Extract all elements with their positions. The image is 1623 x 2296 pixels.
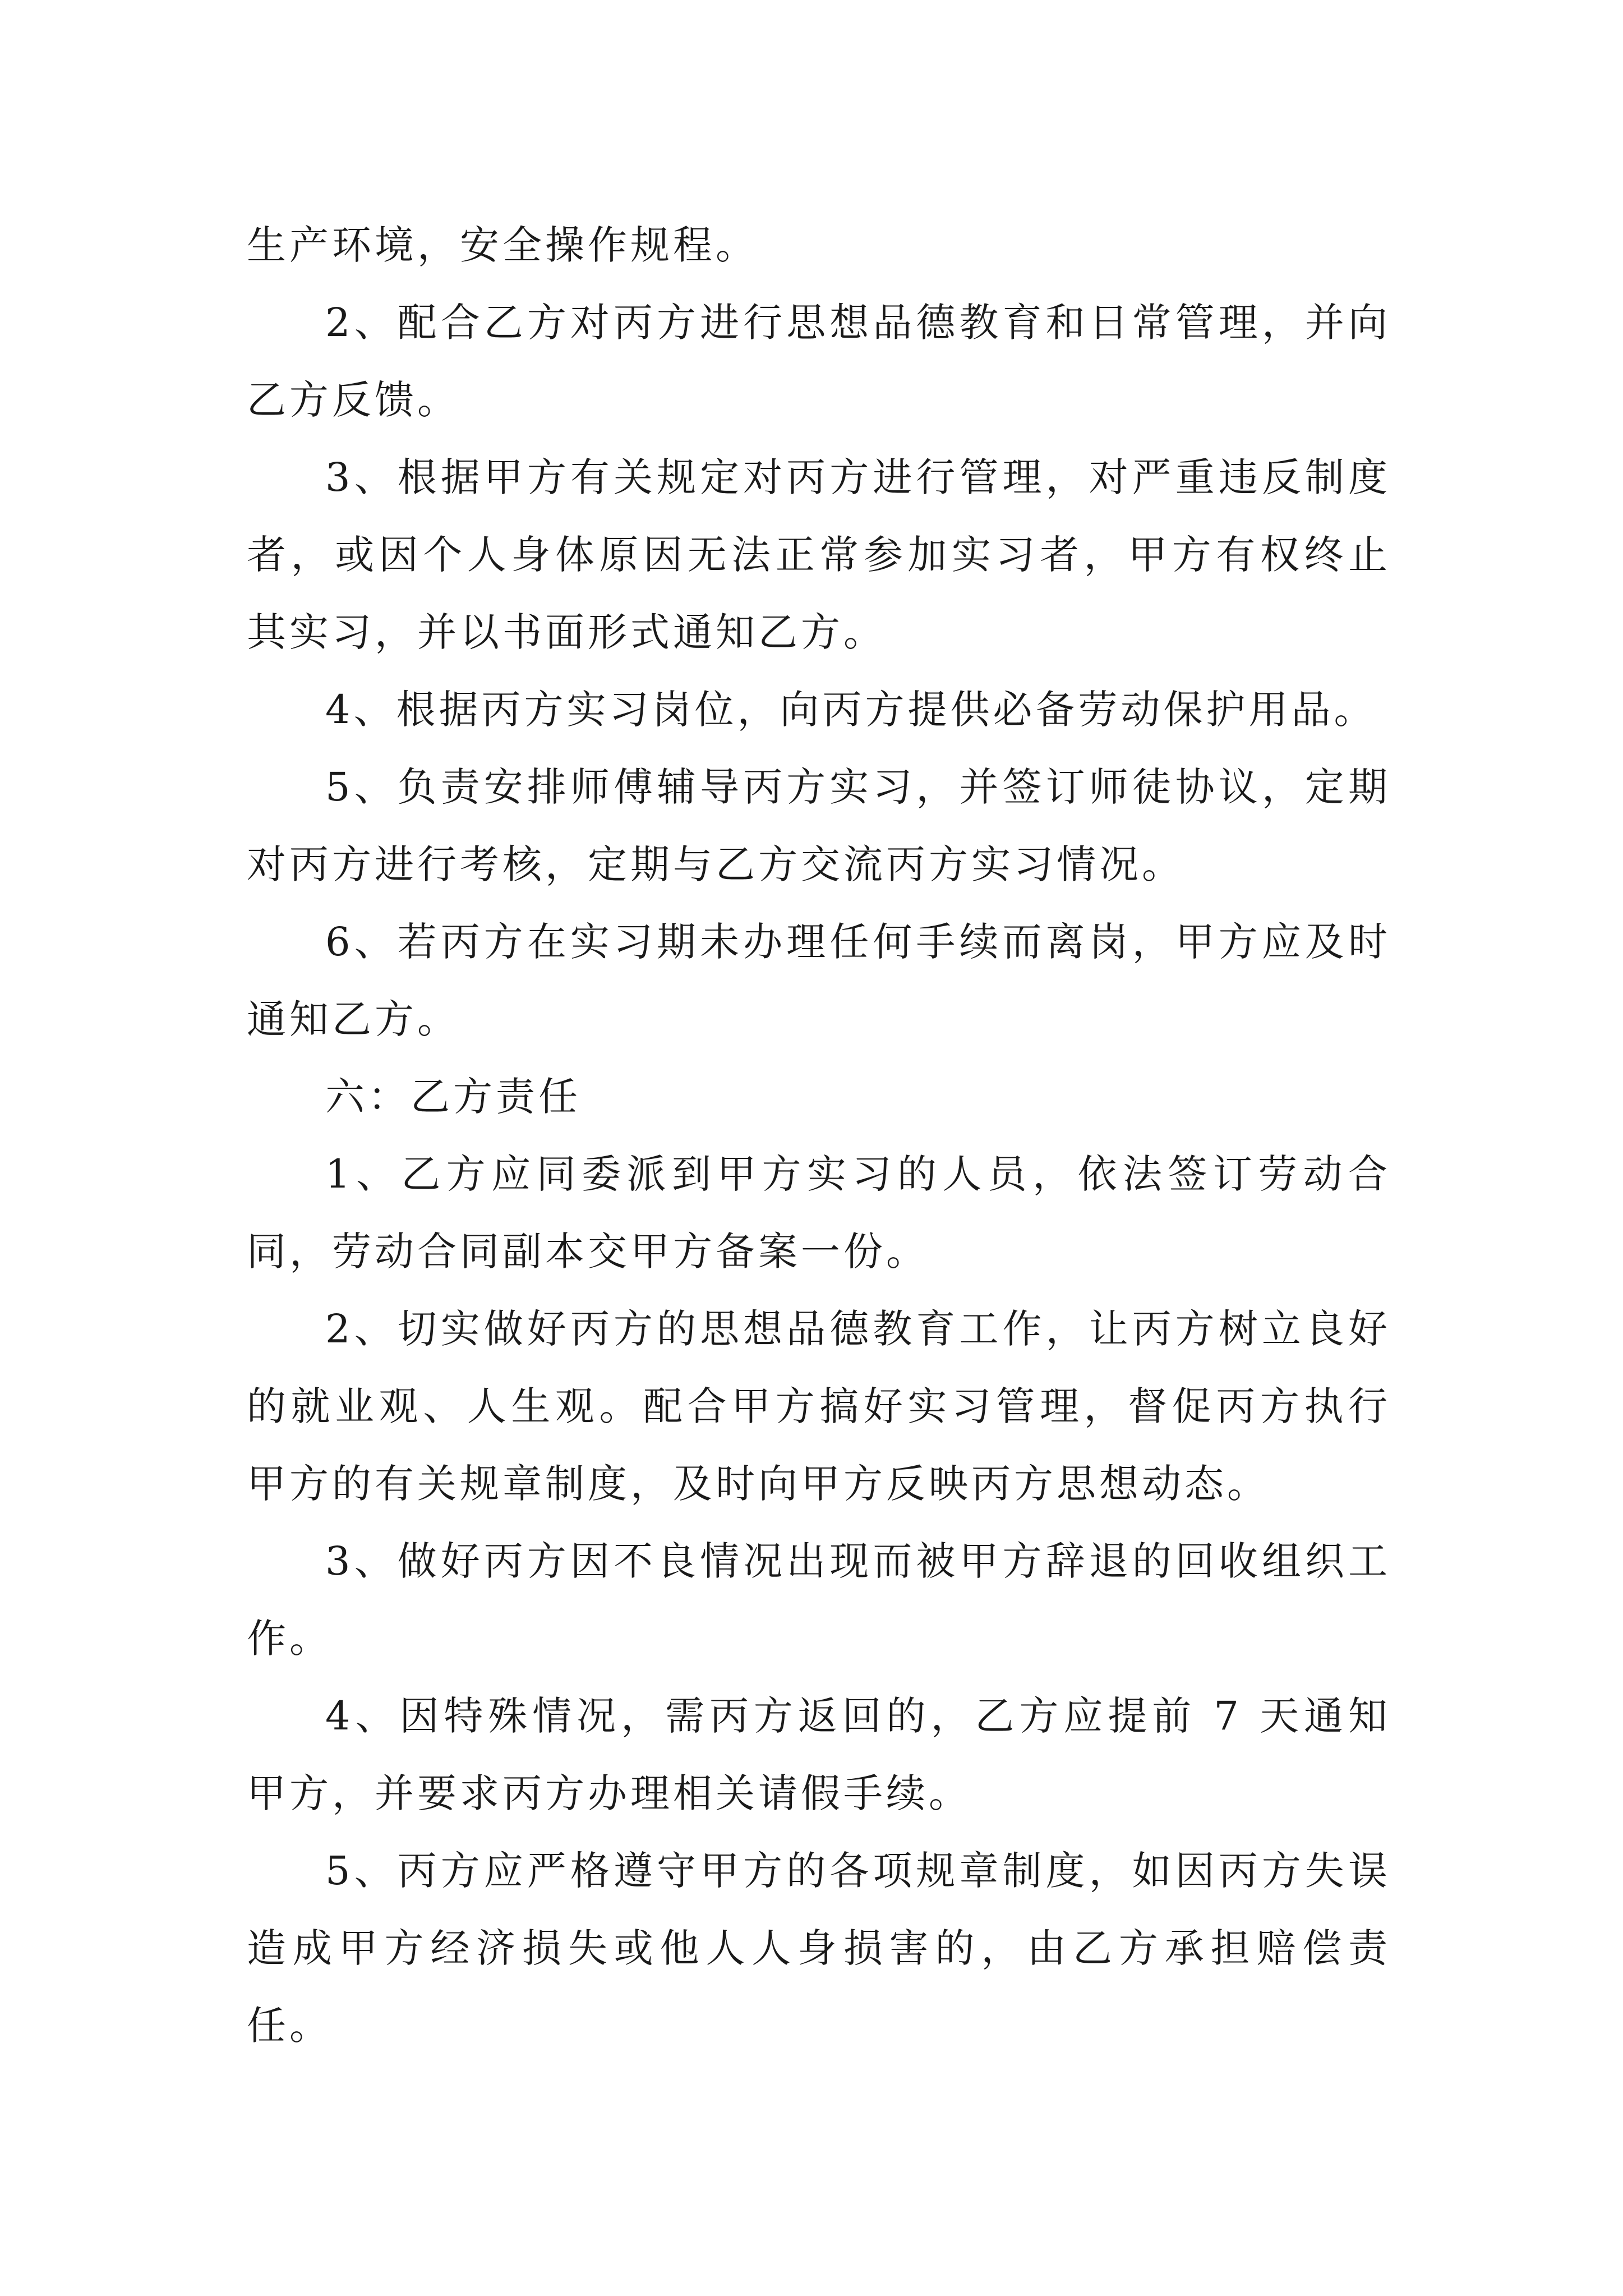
paragraph-party-b-item-4: 4、因特殊情况，需丙方返回的，乙方应提前 7 天通知甲方，并要求丙方办理相关请假手续。	[247, 1693, 1391, 1816]
paragraph-party-a-item-3: 3、根据甲方有关规定对丙方进行管理，对严重违反制度者，或因个人身体原因无法正常参加实习者，甲方有权终止其实习，并以书面形式通知乙方。	[247, 454, 1391, 655]
paragraph-continuation: 生产环境，安全操作规程。	[247, 222, 758, 268]
paragraph-party-b-item-3: 3、做好丙方因不良情况出现而被甲方辞退的回收组织工作。	[247, 1538, 1391, 1662]
paragraph-party-b-item-1: 1、乙方应同委派到甲方实习的人员，依法签订劳动合同，劳动合同副本交甲方备案一份。	[247, 1151, 1391, 1274]
section-heading-party-b: 六：乙方责任	[325, 1074, 581, 1120]
paragraph-party-a-item-2: 2、配合乙方对丙方进行思想品德教育和日常管理，并向乙方反馈。	[247, 300, 1391, 423]
paragraph-party-b-item-2: 2、切实做好丙方的思想品德教育工作，让丙方树立良好的就业观、人生观。配合甲方搞好实习管理，督促丙方执行甲方的有关规章制度，及时向甲方反映丙方思想动态。	[247, 1306, 1391, 1507]
paragraph-party-a-item-4: 4、根据丙方实习岗位，向丙方提供必备劳动保护用品。	[325, 687, 1377, 733]
paragraph-party-b-item-5: 5、丙方应严格遵守甲方的各项规章制度，如因丙方失误造成甲方经济损失或他人人身损害的，由乙方承担赔偿责任。	[247, 1848, 1391, 2049]
paragraph-party-a-item-5: 5、负责安排师傅辅导丙方实习，并签订师徒协议，定期对丙方进行考核，定期与乙方交流丙方实习情况。	[247, 764, 1391, 887]
document-body	[247, 206, 1391, 2064]
paragraph-party-a-item-6: 6、若丙方在实习期未办理任何手续而离岗，甲方应及时通知乙方。	[247, 919, 1391, 1042]
